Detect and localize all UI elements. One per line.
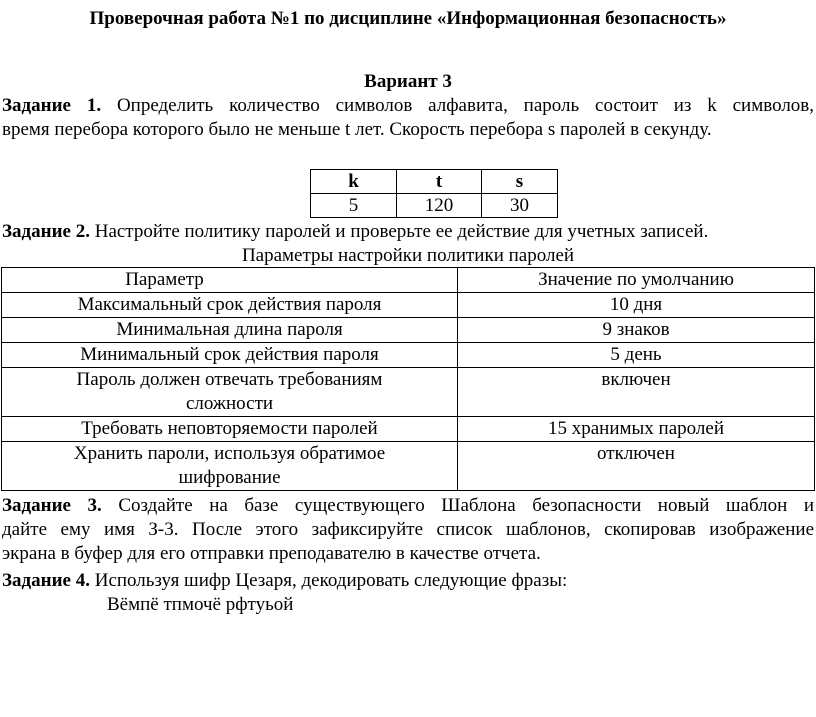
policy-param: Хранить пароли, используя обратимое шифрование: [2, 442, 458, 491]
policy-value: включен: [458, 368, 815, 417]
policy-param: Минимальная длина пароля: [2, 318, 458, 343]
policy-value: 10 дня: [458, 293, 815, 318]
kts-value-row: [311, 194, 558, 218]
task-4-label: Задание 4.: [2, 570, 90, 591]
policy-header-value: Значение по умолчанию: [458, 268, 815, 293]
kts-header-row: [311, 170, 558, 194]
policy-row: [2, 368, 815, 417]
task-1-text-1: Определить количество символов алфавита, пароль состоит из k символов,: [116, 95, 815, 116]
task-1-label: Задание 1.: [2, 95, 102, 116]
kts-table: [310, 169, 558, 218]
policy-param: Пароль должен отвечать требованиям сложности: [2, 368, 458, 417]
policy-row: [2, 442, 815, 491]
policy-row: [2, 417, 815, 442]
kts-value-t: 120: [397, 194, 482, 218]
task-2: [2, 220, 814, 244]
variant-heading: Вариант 3: [364, 71, 452, 92]
policy-header-row: [2, 268, 815, 293]
policy-row: [2, 293, 815, 318]
kts-header-k: k: [311, 170, 397, 194]
policy-param: Максимальный срок действия пароля: [2, 293, 458, 318]
policy-value: 9 знаков: [458, 318, 815, 343]
task-3: [2, 494, 814, 566]
policy-row: [2, 343, 815, 368]
kts-header-s: s: [482, 170, 558, 194]
task-1-text-2: время перебора которого было не меньше t лет. Скорость перебора s паролей в секунду.: [2, 119, 712, 140]
policy-value: 5 день: [458, 343, 815, 368]
task-4-text: Используя шифр Цезаря, декодировать следующие фразы:: [94, 570, 568, 591]
task-3-text-3: экрана в буфер для его отправки преподавателю в качестве отчета.: [2, 543, 541, 564]
policy-header-param: Параметр: [2, 268, 458, 293]
task-2-line: [2, 220, 814, 244]
policy-value: 15 хранимых паролей: [458, 417, 815, 442]
task-1: [2, 94, 814, 142]
policy-row: [2, 318, 815, 343]
policy-value: отключен: [458, 442, 815, 491]
document-title: Проверочная работа №1 по дисциплине «Информационная безопасность»: [89, 8, 727, 29]
task-3-label: Задание 3.: [2, 495, 102, 516]
task-2-text: Настройте политику паролей и проверьте ее действие для учетных записей.: [94, 221, 709, 242]
policy-param: Минимальный срок действия пароля: [2, 343, 458, 368]
policy-table: [1, 267, 815, 491]
policy-param: Требовать неповторяемости паролей: [2, 417, 458, 442]
task-4: [2, 569, 814, 593]
cipher-phrase: Вёмпё тпмочё рфтуьой: [107, 594, 294, 615]
task-3-text-1: Создайте на базе существующего Шаблона безопасности новый шаблон и: [118, 495, 815, 516]
policy-table-caption: Параметры настройки политики паролей: [241, 245, 575, 266]
kts-value-k: 5: [311, 194, 397, 218]
task-3-text-2: дайте ему имя З-3. После этого зафиксируйте список шаблонов, скопировав изображение: [2, 519, 814, 540]
task-3-line-1: [2, 494, 814, 518]
kts-value-s: 30: [482, 194, 558, 218]
task-4-line: [2, 569, 814, 593]
task-1-line-1: [2, 94, 814, 118]
task-2-label: Задание 2.: [2, 221, 90, 242]
kts-header-t: t: [397, 170, 482, 194]
